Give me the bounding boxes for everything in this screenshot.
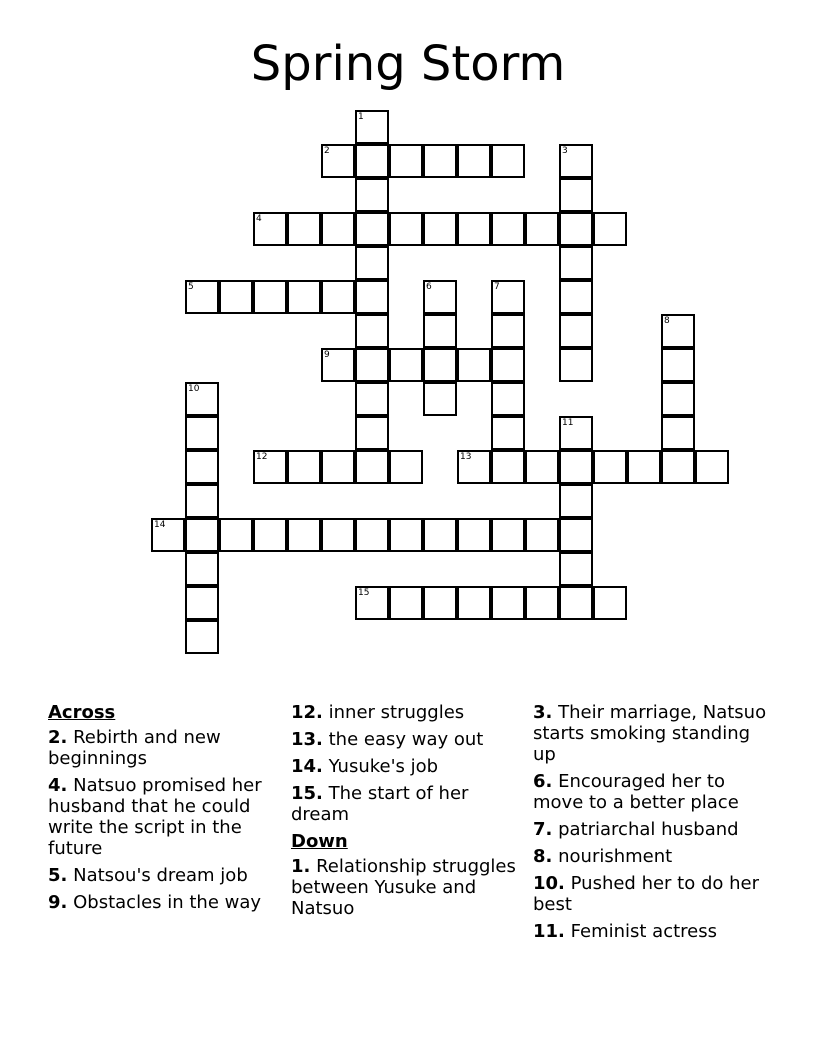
grid-cell[interactable] [627, 450, 661, 484]
grid-cell[interactable] [355, 348, 389, 382]
grid-cell[interactable] [491, 314, 525, 348]
grid-cell[interactable] [491, 586, 525, 620]
across-clue-4: 4. Natsuo promised her husband that he could write the script in the future [48, 775, 262, 859]
clue-column-2 [291, 702, 516, 925]
across-clue-14: 14. Yusuke's job [291, 756, 439, 777]
across-clue-15: 15. The start of her dream [291, 783, 469, 825]
grid-cell[interactable] [389, 212, 423, 246]
grid-cell[interactable] [457, 144, 491, 178]
grid-cell[interactable] [253, 212, 287, 246]
grid-cell[interactable] [185, 518, 219, 552]
grid-cell[interactable] [457, 518, 491, 552]
puzzle-title: Spring Storm [250, 36, 566, 92]
grid-cell[interactable] [661, 450, 695, 484]
grid-cell[interactable] [593, 586, 627, 620]
clue-column-1 [48, 702, 284, 919]
grid-cell[interactable] [423, 280, 457, 314]
grid-cell[interactable] [559, 314, 593, 348]
grid-cell[interactable] [151, 518, 185, 552]
grid-cell[interactable] [491, 212, 525, 246]
grid-cell[interactable] [355, 144, 389, 178]
grid-cell[interactable] [185, 450, 219, 484]
grid-cell[interactable] [355, 518, 389, 552]
grid-cell[interactable] [321, 518, 355, 552]
grid-cell[interactable] [423, 314, 457, 348]
clue-number: 7 [494, 282, 500, 292]
grid-cell[interactable] [559, 484, 593, 518]
grid-cell[interactable] [559, 450, 593, 484]
grid-cell[interactable] [491, 416, 525, 450]
grid-cell[interactable] [559, 552, 593, 586]
grid-cell[interactable] [491, 450, 525, 484]
down-clue-11: 11. Feminist actress [533, 921, 717, 942]
grid-cell[interactable] [457, 450, 491, 484]
grid-cell[interactable] [355, 212, 389, 246]
grid-cell[interactable] [355, 416, 389, 450]
grid-cell[interactable] [355, 280, 389, 314]
down-clue-10: 10. Pushed her to do her best [533, 873, 760, 915]
across-clue-2: 2. Rebirth and new beginnings [48, 727, 221, 769]
across-clue-5: 5. Natsou's dream job [48, 865, 248, 886]
clue-number: 8 [664, 316, 670, 326]
grid-cell[interactable] [389, 518, 423, 552]
grid-cell[interactable] [491, 518, 525, 552]
grid-cell[interactable] [525, 212, 559, 246]
grid-cell[interactable] [355, 246, 389, 280]
grid-cell[interactable] [321, 212, 355, 246]
grid-cell[interactable] [559, 416, 593, 450]
grid-cell[interactable] [593, 212, 627, 246]
grid-cell[interactable] [559, 586, 593, 620]
grid-cell[interactable] [321, 280, 355, 314]
grid-cell[interactable] [287, 450, 321, 484]
grid-cell[interactable] [185, 382, 219, 416]
grid-cell[interactable] [185, 416, 219, 450]
grid-cell[interactable] [185, 280, 219, 314]
grid-cell[interactable] [389, 450, 423, 484]
clue-number: 14 [154, 520, 166, 530]
grid-cell[interactable] [491, 280, 525, 314]
grid-cell[interactable] [219, 518, 253, 552]
grid-cell[interactable] [559, 280, 593, 314]
grid-cell[interactable] [185, 586, 219, 620]
grid-cell[interactable] [355, 178, 389, 212]
grid-cell[interactable] [219, 280, 253, 314]
grid-cell[interactable] [253, 280, 287, 314]
grid-cell[interactable] [355, 382, 389, 416]
across-clue-9: 9. Obstacles in the way [48, 892, 262, 913]
grid-cell[interactable] [423, 348, 457, 382]
down-clue-7: 7. patriarchal husband [533, 819, 739, 840]
grid-cell[interactable] [287, 212, 321, 246]
grid-cell[interactable] [185, 484, 219, 518]
grid-cell[interactable] [423, 144, 457, 178]
clue-number: 4 [256, 214, 262, 224]
grid-cell[interactable] [559, 518, 593, 552]
grid-cell[interactable] [491, 382, 525, 416]
across-heading: Across [48, 702, 116, 723]
clue-number: 12 [256, 452, 268, 462]
grid-cell[interactable] [389, 144, 423, 178]
grid-cell[interactable] [355, 110, 389, 144]
clue-number: 13 [460, 452, 472, 462]
grid-cell[interactable] [525, 518, 559, 552]
down-clue-1: 1. Relationship struggles between Yusuke and Natsuo [291, 856, 516, 919]
grid-cell[interactable] [661, 382, 695, 416]
grid-cell[interactable] [321, 348, 355, 382]
grid-cell[interactable] [559, 144, 593, 178]
grid-cell[interactable] [661, 314, 695, 348]
clue-number: 9 [324, 350, 330, 360]
grid-cell[interactable] [423, 382, 457, 416]
grid-cell[interactable] [423, 586, 457, 620]
grid-cell[interactable] [525, 450, 559, 484]
grid-cell[interactable] [321, 144, 355, 178]
grid-cell[interactable] [593, 450, 627, 484]
across-clue-12: 12. inner struggles [291, 702, 465, 723]
grid-cell[interactable] [491, 144, 525, 178]
across-clue-13: 13. the easy way out [291, 729, 484, 750]
down-clue-3: 3. Their marriage, Natsuo starts smoking standing up [533, 702, 767, 765]
grid-cell[interactable] [287, 280, 321, 314]
grid-cell[interactable] [355, 314, 389, 348]
clue-column-3 [533, 702, 773, 948]
clue-number: 10 [188, 384, 200, 394]
clue-number: 15 [358, 588, 370, 598]
grid-cell[interactable] [457, 348, 491, 382]
clue-number: 3 [562, 146, 568, 156]
grid-cell[interactable] [661, 348, 695, 382]
grid-cell[interactable] [423, 518, 457, 552]
clue-number: 11 [562, 418, 574, 428]
grid-cell[interactable] [457, 212, 491, 246]
grid-cell[interactable] [389, 348, 423, 382]
grid-cell[interactable] [559, 246, 593, 280]
down-heading: Down [291, 831, 348, 852]
down-clue-8: 8. nourishment [533, 846, 673, 867]
grid-cell[interactable] [287, 518, 321, 552]
grid-cell[interactable] [457, 586, 491, 620]
grid-cell[interactable] [423, 212, 457, 246]
grid-cell[interactable] [559, 178, 593, 212]
grid-cell[interactable] [389, 586, 423, 620]
grid-cell[interactable] [559, 212, 593, 246]
grid-cell[interactable] [695, 450, 729, 484]
grid-cell[interactable] [185, 620, 219, 654]
clue-number: 5 [188, 282, 194, 292]
clue-number: 6 [426, 282, 432, 292]
down-clue-6: 6. Encouraged her to move to a better place [533, 771, 739, 813]
grid-cell[interactable] [321, 450, 355, 484]
grid-cell[interactable] [491, 348, 525, 382]
grid-cell[interactable] [253, 450, 287, 484]
grid-cell[interactable] [355, 450, 389, 484]
clue-number: 1 [358, 112, 364, 122]
grid-cell[interactable] [525, 586, 559, 620]
grid-cell[interactable] [185, 552, 219, 586]
grid-cell[interactable] [559, 348, 593, 382]
grid-cell[interactable] [355, 586, 389, 620]
grid-cell[interactable] [253, 518, 287, 552]
grid-cell[interactable] [661, 416, 695, 450]
clue-number: 2 [324, 146, 330, 156]
